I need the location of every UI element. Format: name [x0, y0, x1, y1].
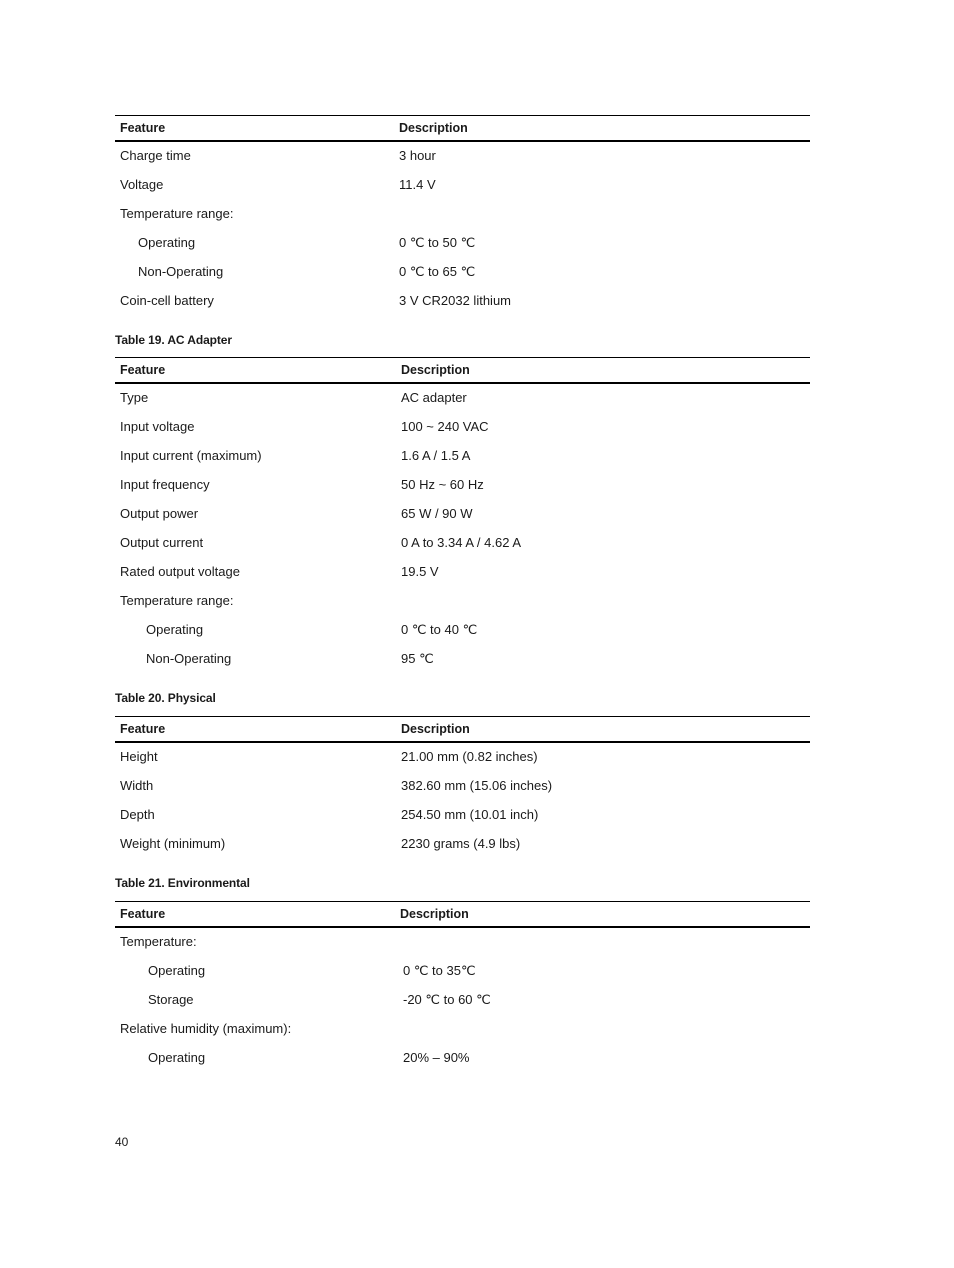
feature-cell: Voltage — [120, 177, 164, 192]
feature-cell: Height — [120, 749, 158, 764]
table-row — [115, 384, 810, 413]
header-description: Description — [400, 907, 469, 921]
table-row — [115, 986, 810, 1015]
table-row — [115, 413, 810, 442]
feature-cell: Input current (maximum) — [120, 448, 262, 463]
feature-cell: Operating — [138, 235, 196, 250]
description-cell: 20% – 90% — [403, 1050, 470, 1065]
feature-cell: Non-Operating — [146, 651, 232, 666]
table-row — [115, 287, 810, 316]
table-row — [115, 1015, 810, 1044]
feature-cell: Temperature range: — [120, 593, 234, 608]
description-cell: 0 ℃ to 40 ℃ — [401, 622, 478, 637]
battery-table — [115, 115, 810, 316]
table-caption: Table 20. Physical — [115, 691, 216, 705]
table-row — [115, 645, 810, 674]
table-header — [115, 716, 810, 743]
feature-cell: Operating — [148, 1050, 206, 1065]
description-cell: 65 W / 90 W — [401, 506, 473, 521]
feature-cell: Weight (minimum) — [120, 836, 226, 851]
table-row — [115, 743, 810, 772]
table-row — [115, 587, 810, 616]
description-cell: 100 ~ 240 VAC — [401, 419, 489, 434]
table-row — [115, 616, 810, 645]
table-row — [115, 957, 810, 986]
feature-cell: Charge time — [120, 148, 191, 163]
description-cell: 0 A to 3.34 A / 4.62 A — [401, 535, 521, 550]
description-cell: 0 ℃ to 50 ℃ — [399, 235, 476, 250]
description-cell: AC adapter — [401, 390, 467, 405]
table-row — [115, 558, 810, 587]
header-description: Description — [401, 363, 470, 377]
description-cell: 50 Hz ~ 60 Hz — [401, 477, 484, 492]
table-row — [115, 529, 810, 558]
table-caption: Table 19. AC Adapter — [115, 333, 232, 347]
table-row — [115, 442, 810, 471]
feature-cell: Coin-cell battery — [120, 293, 214, 308]
feature-cell: Depth — [120, 807, 155, 822]
feature-cell: Type — [120, 390, 149, 405]
description-cell: 19.5 V — [401, 564, 439, 579]
table-row — [115, 928, 810, 957]
feature-cell: Input frequency — [120, 477, 210, 492]
header-feature: Feature — [120, 907, 166, 921]
description-cell: -20 ℃ to 60 ℃ — [403, 992, 491, 1007]
environmental-table — [115, 901, 810, 1073]
table-header — [115, 115, 810, 142]
description-cell: 11.4 V — [399, 177, 436, 192]
description-cell: 254.50 mm (10.01 inch) — [401, 807, 539, 822]
table-row — [115, 200, 810, 229]
description-cell: 1.6 A / 1.5 A — [401, 448, 471, 463]
table-header — [115, 357, 810, 384]
feature-cell: Operating — [146, 622, 204, 637]
feature-cell: Output current — [120, 535, 204, 550]
ac-adapter-table — [115, 357, 810, 674]
physical-table — [115, 716, 810, 859]
header-description: Description — [401, 722, 470, 736]
description-cell: 0 ℃ to 35℃ — [403, 963, 476, 978]
table-row — [115, 142, 810, 171]
description-cell: 21.00 mm (0.82 inches) — [401, 749, 538, 764]
table-row — [115, 258, 810, 287]
feature-cell: Non-Operating — [138, 264, 224, 279]
table-row — [115, 229, 810, 258]
feature-cell: Rated output voltage — [120, 564, 240, 579]
feature-cell: Storage — [148, 992, 194, 1007]
table-row — [115, 471, 810, 500]
feature-cell: Temperature range: — [120, 206, 234, 221]
table-header — [115, 901, 810, 928]
header-description: Description — [399, 121, 468, 135]
description-cell: 382.60 mm (15.06 inches) — [401, 778, 553, 793]
header-feature: Feature — [120, 722, 166, 736]
table-row — [115, 500, 810, 529]
table-row — [115, 801, 810, 830]
header-feature: Feature — [120, 363, 166, 377]
table-row — [115, 830, 810, 859]
description-cell: 0 ℃ to 65 ℃ — [399, 264, 476, 279]
table-row — [115, 1044, 810, 1073]
feature-cell: Relative humidity (maximum): — [120, 1021, 292, 1036]
description-cell: 2230 grams (4.9 lbs) — [401, 836, 521, 851]
description-cell: 3 V CR2032 lithium — [399, 293, 511, 308]
header-feature: Feature — [120, 121, 166, 135]
feature-cell: Temperature: — [120, 934, 197, 949]
feature-cell: Output power — [120, 506, 199, 521]
table-row — [115, 171, 810, 200]
page-number: 40 — [115, 1135, 129, 1149]
description-cell: 3 hour — [399, 148, 436, 163]
table-row — [115, 772, 810, 801]
description-cell: 95 ℃ — [401, 651, 434, 666]
table-caption: Table 21. Environmental — [115, 876, 250, 890]
feature-cell: Operating — [148, 963, 206, 978]
feature-cell: Input voltage — [120, 419, 195, 434]
feature-cell: Width — [120, 778, 154, 793]
